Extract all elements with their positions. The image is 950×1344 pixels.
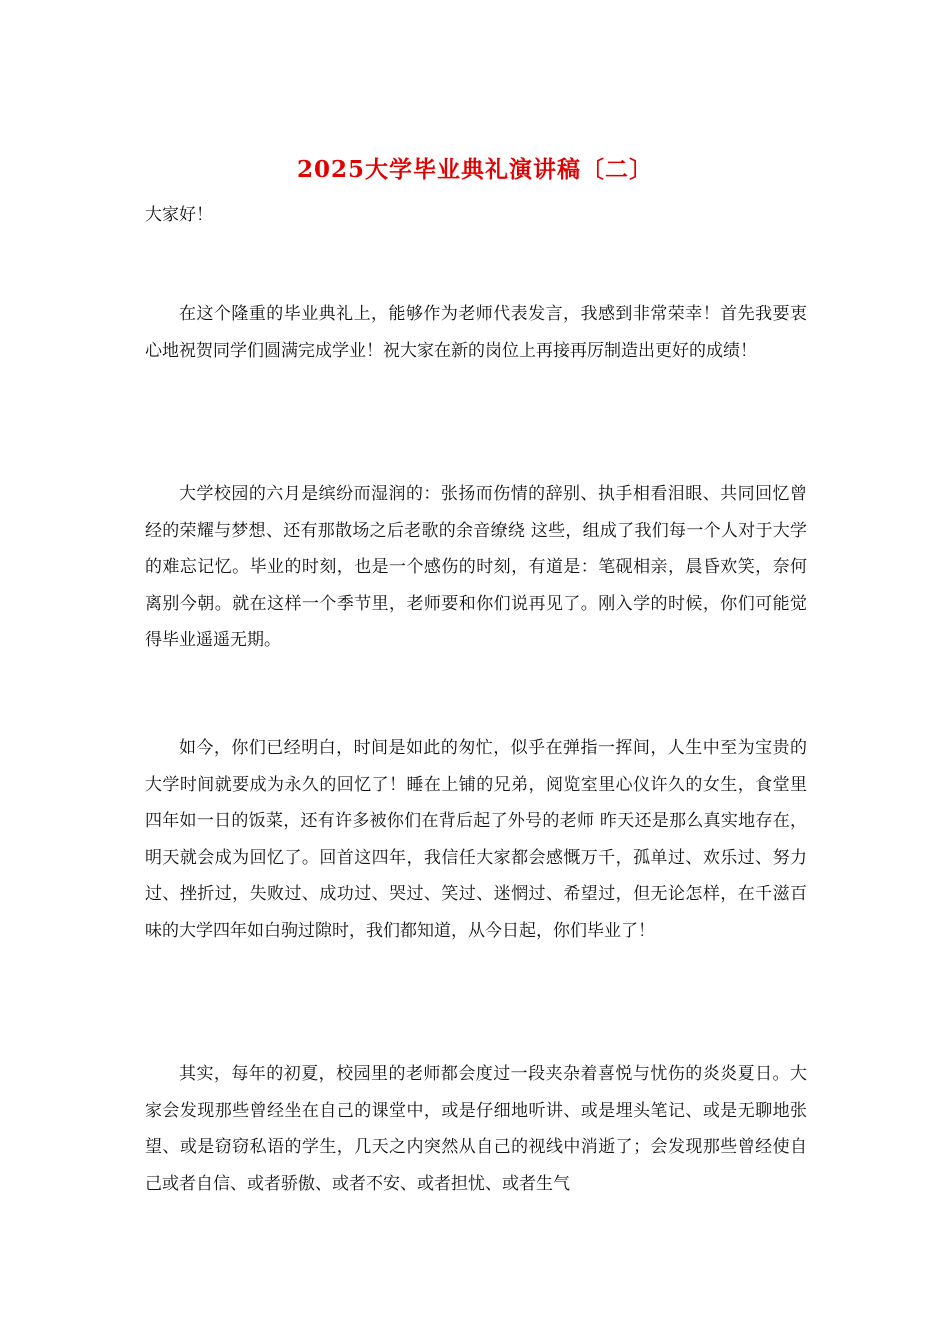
paragraph: 如今，你们已经明白，时间是如此的匆忙，似乎在弹指一挥间，人生中至为宝贵的大学时间就要成为永久的回忆了！睡在上铺的兄弟，阅览室里心仪许久的女生，食堂里四年如一日的饭菜，还有许多被你们在背后起了外号的老师 昨天还是那么真实地存在，明天就会成为回忆了。回首这四年，我信任大家都会感慨万千，孤单过、欢乐过、努力过、挫折过，失败过、成功过、哭过、笑过、迷惘过、希望过，但无论怎样，在千滋百味的大学四年如白驹过隙时，我们都知道，从今日起，你们毕业了！ xyxy=(145,738,807,941)
greeting-text: 大家好！ xyxy=(145,205,213,225)
paragraph: 其实，每年的初夏，校园里的老师都会度过一段夹杂着喜悦与忧伤的炎炎夏日。大家会发现那些曾经坐在自己的课堂中，或是仔细地听讲、或是埋头笔记、或是无聊地张望、或是窃窃私语的学生，几天之内突然从自己的视线中消逝了；会发现那些曾经使自己或者自信、或者骄傲、或者不安、或者担忧、或者生气 xyxy=(145,1064,807,1194)
document-title: 2025大学毕业典礼演讲稿〔二〕 xyxy=(296,156,653,183)
paragraph: 大学校园的六月是缤纷而湿润的：张扬而伤情的辞别、执手相看泪眼、共同回忆曾经的荣耀与梦想、还有那散场之后老歌的余音缭绕 这些，组成了我们每一个人对于大学的难忘记忆。毕业的时刻，也是一个感伤的时刻，有道是：笔砚相亲，晨昏欢笑，奈何离别今朝。就在这样一个季节里，老师要和你们说再见了。刚入学的时候，你们可能觉得毕业遥遥无期。 xyxy=(145,484,807,650)
paragraph: 在这个隆重的毕业典礼上，能够作为老师代表发言，我感到非常荣幸！首先我要衷心地祝贺同学们圆满完成学业！祝大家在新的岗位上再接再厉制造出更好的成绩！ xyxy=(145,304,807,361)
